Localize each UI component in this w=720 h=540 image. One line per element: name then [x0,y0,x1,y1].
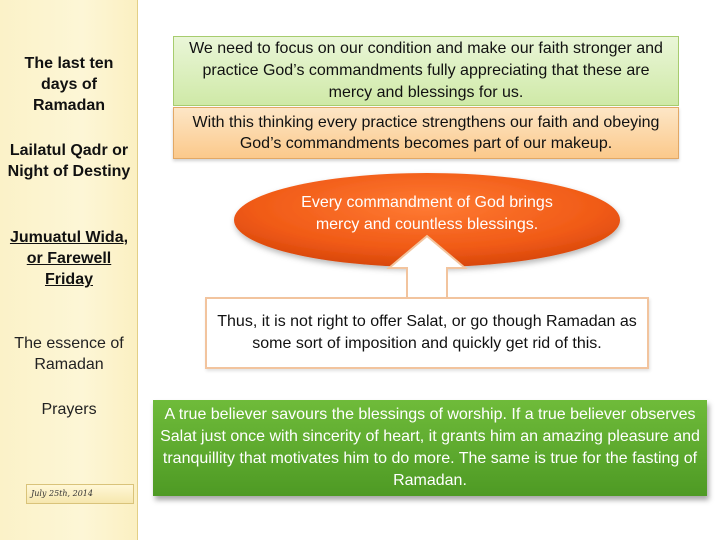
sidebar-item-last-ten-days[interactable]: The last ten days of Ramadan [24,55,114,114]
sidebar-item-lailatul-qadr[interactable]: Lailatul Qadr or Night of Destiny [7,142,131,180]
sidebar-item-essence-of-ramadan[interactable]: The essence of Ramadan [14,335,124,373]
orange-text-box: With this thinking every practice strengthens our faith and obeying God’s commandments becomes part of our makeup. [173,107,679,159]
date-tab: July 25th, 2014 [26,484,134,504]
dark-green-text-box: A true believer savours the blessings of worship. If a true believer observes Salat just once with sincerity of heart, it grants him an amazing pleasure and tranquillity that motivates him to do more. The same is true for the fasting of Ramadan. [153,400,707,496]
green-text-box: We need to focus on our condition and make our faith stronger and practice God’s commandments fully appreciating that these are mercy and blessings for us. [173,36,679,106]
sidebar-item-jumuatul-wida[interactable]: Jumuatul Wida, or Farewell Friday [9,229,129,288]
sidebar-item-prayers[interactable]: Prayers [41,401,97,418]
callout-text-box: Thus, it is not right to offer Salat, or go though Ramadan as some sort of imposition and quickly get rid of this. [205,297,649,369]
ellipse-text: Every commandment of God brings mercy and countless blessings. [301,194,553,233]
